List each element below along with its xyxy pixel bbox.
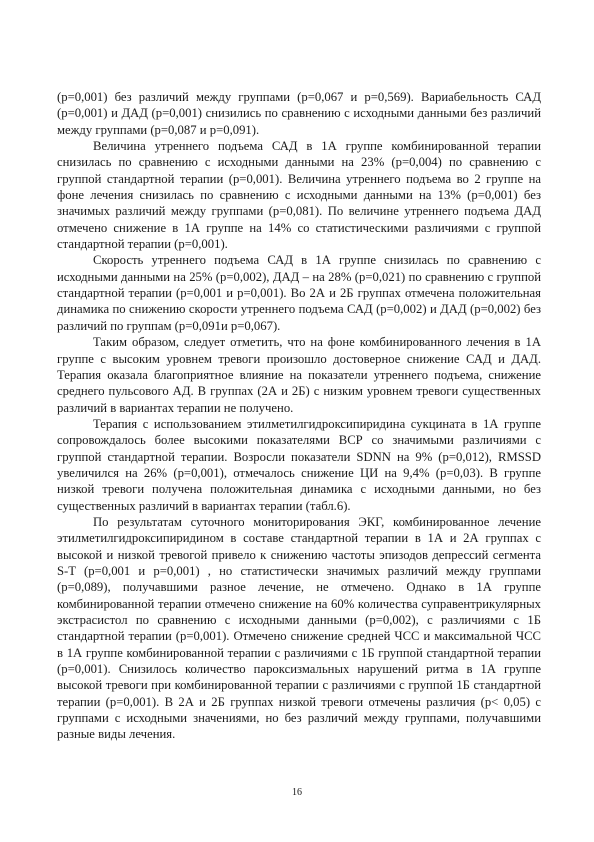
paragraph-summary: Таким образом, следует отметить, что на фоне комбинированного лечения в 1А группе с высоким уровнем тревоги произошло достоверное снижение САД и ДАД. Терапия оказала благоприятное влияние на показатели утреннего подъема, снижение среднего пульсового АД. В группах (2А и 2Б) с низким уровнем тревоги существенных различий в вариантах терапии не получено. — [57, 335, 541, 415]
paragraph-morning-rise-magnitude: Величина утреннего подъема САД в 1А группе комбинированной терапии снизилась по сравнению с исходными данными на 23% (р=0,004) по сравнению с группой стандартной терапии (р=0,001). Величина утреннего подъема во 2 группе на фоне лечения снизилась по сравнению с исходными данными на 13% (р=0,001) без значимых различий между группами (р=0,081). По величине утреннего подъема ДАД отмечено снижение в 1А группе на 14% со статистическими различиями с группой стандартной терапии (р=0,001). — [57, 139, 541, 252]
paragraph-continuation: (р=0,001) без различий между группами (р=0,067 и р=0,569). Вариабельность САД (р=0,001) и ДАД (р=0,001) снизились по сравнению с исходными данными без различий между группами (р=0,087 и р=0,091). — [57, 90, 541, 137]
body-text — [57, 89, 541, 743]
paragraph-morning-rise-speed: Скорость утреннего подъема САД в 1А группе снизилась по сравнению с исходными данными на 25% (р=0,002), ДАД – на 28% (р=0,021) по сравнению с группой стандартной терапии (р=0,001 и р=0,001). Во 2А и 2Б группах отмечена положительная динамика по снижению скорости утреннего подъема САД (р=0,002) и ДАД (р=0,002) без различий по группам (р=0,091и р=0,067). — [57, 253, 541, 333]
paragraph-ecg-monitoring: По результатам суточного мониторирования ЭКГ, комбинированное лечение этилметилгидроксипиридином в составе стандартной терапии в 1А и 2А группах с высокой и низкой тревогой привело к снижению частоты эпизодов депрессий сегмента S-T (р=0,001 и р=0,001) , но статистически значимых различий между группами (р=0,089), получавшими разное лечение, не отмечено. Однако в 1А группе комбинированной терапии отмечено снижение на 60% количества суправентрикулярных экстрасистол по сравнению с исходными данными (р=0,002), с различиями с 1Б стандартной терапии (р=0,001). Отмечено снижение средней ЧСС и максимальной ЧСС в 1А группе комбинированной терапии с различиями с 1Б группой стандартной терапии (р=0,001). Снизилось количество пароксизмальных нарушений ритма в 1А группе высокой тревоги при комбинированной терапии с различиями с группой 1Б стандартной терапии (р=0,001). В 2А и 2Б группах низкой тревоги отмечены различия (р< 0,05) с группами с исходными значениями, но без различий между группами, получавшими разные виды лечения. — [57, 514, 541, 742]
page-number: 16 — [292, 787, 302, 798]
paragraph-hrv-therapy: Терапия с использованием этилметилгидроксипиридина сукцината в 1А группе сопровождалось более высокими показателями ВСР со значимыми различиями с группой стандартной терапии. Возросли показатели SDNN на 9% (р=0,012), RMSSD увеличился на 26% (р=0,001), отмечалось снижение ЦИ на 9,4% (р=0,03). В группе низкой тревоги получена положительная динамика с исходными данными, но без существенных различий в вариантах терапии (табл.6). — [57, 416, 541, 513]
